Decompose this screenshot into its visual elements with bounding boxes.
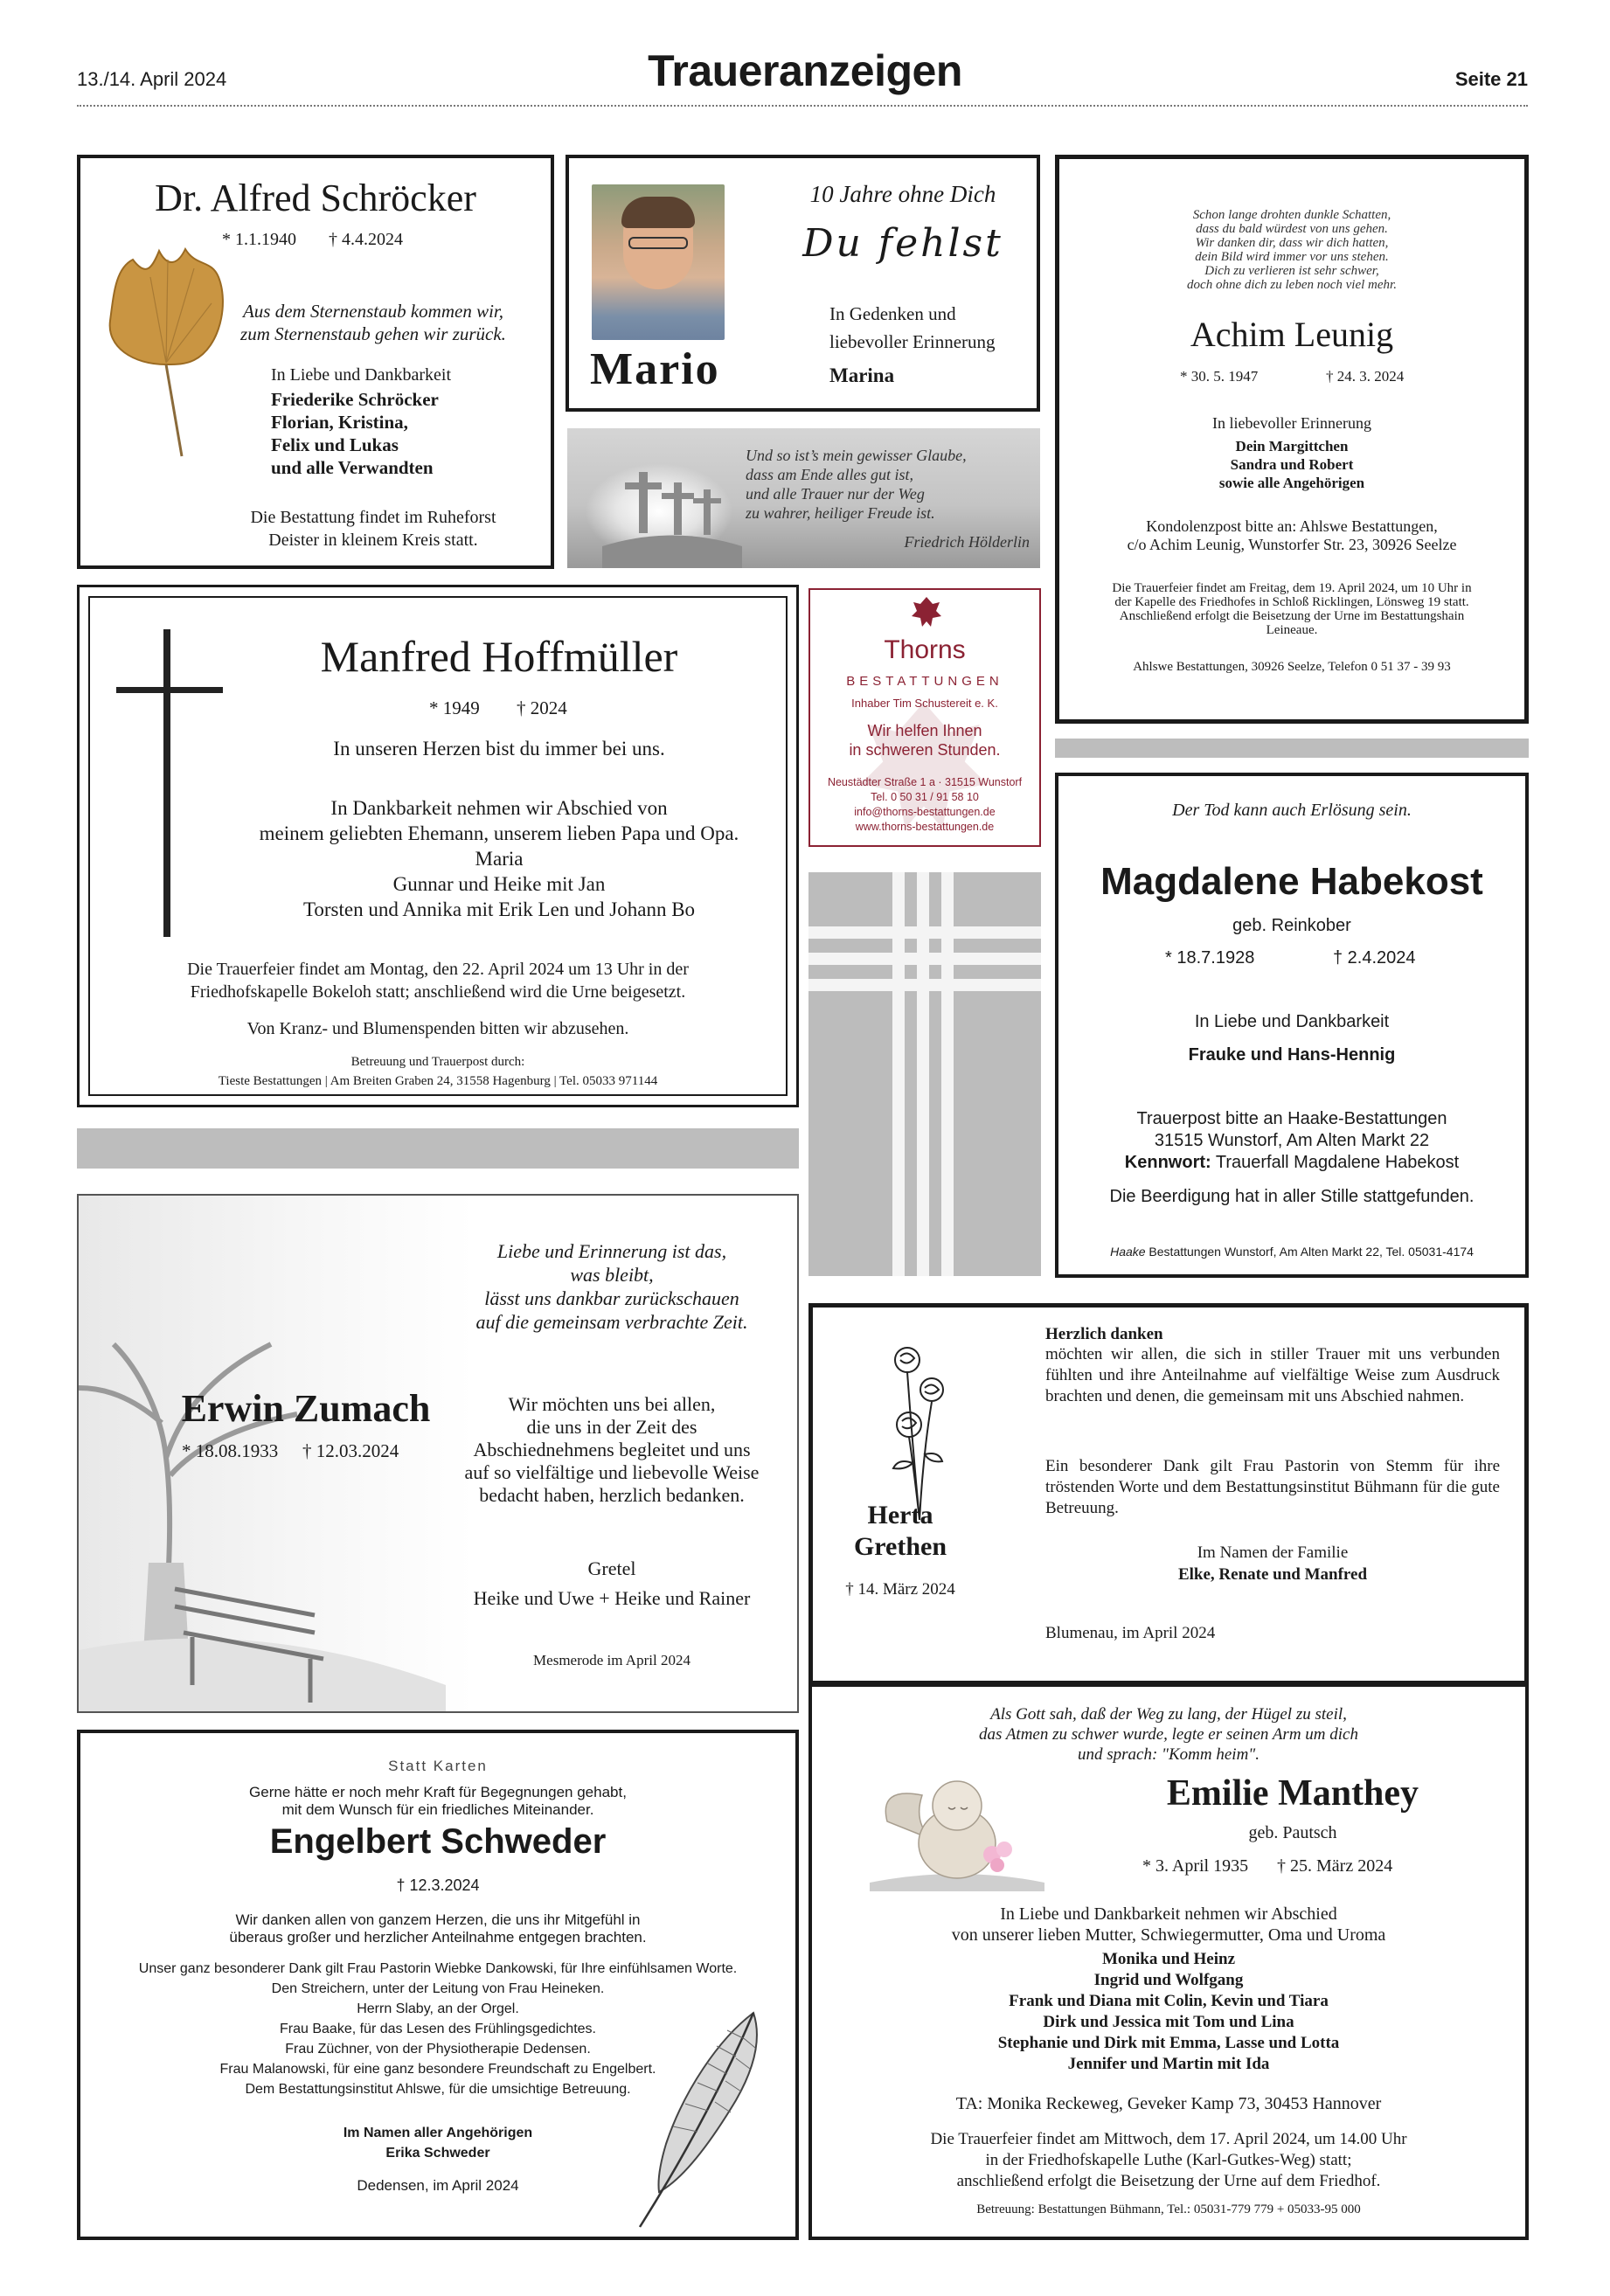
quote-line: Aus dem Sternenstaub kommen wir, xyxy=(242,301,504,322)
quote-line: lässt uns dankbar zurückschauen xyxy=(484,1287,739,1309)
quote: Der Tod kann auch Erlösung sein. xyxy=(1172,801,1412,820)
header-note: Statt Karten xyxy=(388,1758,488,1774)
body-text xyxy=(211,795,788,922)
service-line: Die Trauerfeier findet am Montag, den 22. April 2024 um 13 Uhr in der xyxy=(187,960,689,979)
ad-grethen xyxy=(808,1303,1529,1685)
intro-text: In Liebe und Dankbarkeit xyxy=(271,365,452,385)
body-line: Gunnar und Heike mit Jan xyxy=(392,873,606,895)
family-line: Felix und Lukas xyxy=(271,434,399,455)
kennwort-line xyxy=(1058,1152,1525,1174)
quote-line: das Atmen zu schwer wurde, legte er seinen Arm um dich xyxy=(979,1725,1358,1744)
condolence-line: Kondolenzpost bitte an: Ahlswe Bestattungen, xyxy=(1146,517,1438,535)
body-line: Frau Malanowski, für eine ganz besondere Freundschaft zu Engelbert. xyxy=(219,2062,656,2077)
ad-habekost xyxy=(1055,773,1529,1278)
flowers-note: Von Kranz- und Blumenspenden bitten wir abzusehen. xyxy=(246,1019,629,1038)
thanks-line: Wir möchten uns bei allen, xyxy=(508,1393,716,1415)
motto: In unseren Herzen bist du immer bei uns. xyxy=(333,738,665,760)
undertaker-footer: Betreuung: Bestattungen Bühmann, Tel.: 05031-779 779 + 05033-95 000 xyxy=(976,2202,1361,2216)
birth-date: * 3. April 1935 xyxy=(1142,1856,1249,1876)
family-line: Dein Margittchen xyxy=(1235,438,1349,454)
family-line: Florian, Kristina, xyxy=(271,412,408,433)
service-text xyxy=(812,2129,1525,2192)
family-list xyxy=(812,1949,1525,2075)
body-line: meinem geliebten Ehemann, unserem lieben Papa und Opa. xyxy=(259,822,739,844)
post-text xyxy=(1058,1108,1525,1174)
post-line: 31515 Wunstorf, Am Alten Markt 22 xyxy=(1154,1131,1430,1150)
kennwort-value: Trauerfall Magdalene Habekost xyxy=(1211,1153,1460,1172)
deceased-name: Dr. Alfred Schröcker xyxy=(155,177,476,219)
body-line: Maria xyxy=(475,848,524,870)
quote xyxy=(746,446,967,523)
footer-brand: Haake xyxy=(1110,1245,1146,1259)
family-list xyxy=(1059,437,1524,492)
slogan-line: in schweren Stunden. xyxy=(849,741,1001,759)
intro-line: In Liebe und Dankbarkeit nehmen wir Abschied xyxy=(1000,1904,1337,1924)
feather-icon xyxy=(622,2004,780,2231)
condolence-line: c/o Achim Leunig, Wunstorfer Str. 23, 30926 Seelze xyxy=(1127,536,1457,553)
service-text xyxy=(97,958,779,1003)
contact-line: Neustädter Straße 1 a · 31515 Wunstorf xyxy=(827,776,1023,788)
intro-line: von unserer lieben Mutter, Schwiegermutter, Oma und Uroma xyxy=(951,1925,1386,1945)
cross-stripe xyxy=(808,953,1041,965)
family xyxy=(446,1554,778,1613)
signature-names: Elke, Renate und Manfred xyxy=(1177,1565,1368,1584)
thanks-line: bedacht haben, herzlich bedanken. xyxy=(479,1484,745,1506)
cross-stripe xyxy=(808,979,1041,991)
angel-figure-icon xyxy=(870,1760,1044,1891)
glasses-shape xyxy=(628,237,688,249)
service-line: Die Trauerfeier findet am Mittwoch, dem 17. April 2024, um 14.00 Uhr xyxy=(930,2130,1407,2148)
footer-text: Bestattungen Wunstorf, Am Alten Markt 22, Tel. 05031-4174 xyxy=(1145,1245,1474,1259)
place-date: Blumenau, im April 2024 xyxy=(1045,1624,1216,1642)
quote-line: was bleibt, xyxy=(570,1264,654,1286)
thanks-line: Wir danken allen von ganzem Herzen, die uns ihr Mitgefühl in xyxy=(235,1911,641,1928)
birth-date: * 1.1.1940 xyxy=(222,230,296,249)
signature-line: Im Namen aller Angehörigen xyxy=(343,2126,533,2140)
rose-drawing-icon xyxy=(874,1341,961,1524)
death-date: † 25. März 2024 xyxy=(1277,1856,1393,1876)
post-line: Trauerpost bitte an Haake-Bestattungen xyxy=(1136,1109,1447,1128)
poem-line: doch ohne dich zu leben noch viel mehr. xyxy=(1187,278,1397,292)
quote-line: Und so ist’s mein gewisser Glaube, xyxy=(746,447,967,464)
condolence-text xyxy=(1059,517,1524,554)
ginkgo-leaf-icon xyxy=(98,242,238,461)
woven-cross-graphic xyxy=(808,872,1041,1276)
death-date: † 12.3.2024 xyxy=(396,1876,480,1894)
slogan-line: Wir helfen Ihnen xyxy=(867,722,982,739)
intro-text xyxy=(80,1784,795,1819)
ta-address: TA: Monika Reckeweg, Geveker Kamp 73, 30453 Hannover xyxy=(955,2094,1382,2113)
intro-line: Gerne hätte er noch mehr Kraft für Begegnungen gehabt, xyxy=(249,1784,627,1800)
years-text: 10 Jahre ohne Dich xyxy=(809,181,996,207)
poem-line: Dich zu verlieren ist sehr schwer, xyxy=(1204,264,1379,278)
poem-line: dass du bald würdest von uns gehen. xyxy=(1196,222,1388,236)
thanks-text: möchten wir allen, die sich in stiller Trauer mit uns verbunden fühlten und ihre Anteilnahme auf vielfältige Weise zum Ausdruck brachten und denen, die gemeinsam mit uns Abschied nahmen. xyxy=(1045,1345,1500,1405)
ad-schweder xyxy=(77,1730,799,2240)
kennwort-label: Kennwort: xyxy=(1124,1153,1211,1172)
signed-by: Marina xyxy=(829,364,895,386)
ad-mario xyxy=(566,155,1040,412)
body-line: Torsten und Annika mit Erik Len und Johann Bo xyxy=(302,898,696,920)
body-line: Frau Baake, für das Lesen des Frühlingsgedichtes. xyxy=(280,2022,596,2036)
thanks-text xyxy=(80,1911,795,1946)
service-line: der Kapelle des Friedhofes in Schloß Ricklingen, Lönsweg 19 statt. xyxy=(1114,595,1469,609)
body-line: In Dankbarkeit nehmen wir Abschied von xyxy=(330,797,668,819)
header-date: 13./14. April 2024 xyxy=(77,68,227,90)
thanks-text xyxy=(446,1393,778,1507)
name-line: Herta xyxy=(867,1501,933,1530)
portrait-photo xyxy=(592,184,725,340)
thanks-text-2: Ein besonderer Dank gilt Frau Pastorin von Stemm für ihre tröstenden Worte und dem Bestattungsinstitut Bühmann für die gute Betreuung. xyxy=(1045,1457,1500,1517)
family-line: Sandra und Robert xyxy=(1230,456,1354,473)
care-address: Tieste Bestattungen | Am Breiten Graben 24, 31558 Hagenburg | Tel. 05033 971144 xyxy=(218,1074,658,1088)
hair-shape xyxy=(621,197,695,228)
burial-note xyxy=(203,506,544,551)
death-date: † 2024 xyxy=(517,697,567,718)
cross-stripe xyxy=(808,926,1041,939)
family-line: Ingrid und Wolfgang xyxy=(1093,1971,1244,1989)
family-line: Friederike Schröcker xyxy=(271,389,439,410)
thanks-line: die uns in der Zeit des xyxy=(526,1416,697,1438)
family-list xyxy=(271,388,439,479)
death-date: † 12.03.2024 xyxy=(302,1440,399,1461)
page-title: Traueranzeigen xyxy=(648,46,962,95)
death-date: † 4.4.2024 xyxy=(329,230,403,249)
memorial-line: In Gedenken und xyxy=(829,303,956,324)
service-line: Leineaue. xyxy=(1266,623,1318,637)
family: Frauke und Hans-Hennig xyxy=(1188,1045,1396,1065)
deceased-name: Emilie Manthey xyxy=(1166,1773,1419,1814)
deceased-name: Erwin Zumach xyxy=(181,1387,431,1430)
deceased-name: Magdalene Habekost xyxy=(1100,860,1483,903)
deceased-name: Achim Leunig xyxy=(1190,315,1394,354)
quote-line: Liebe und Erinnerung ist das, xyxy=(496,1240,727,1262)
birth-date: * 1949 xyxy=(429,697,480,718)
family-line: Dirk und Jessica mit Tom und Lina xyxy=(1043,2013,1294,2031)
poem-line: Wir danken dir, dass wir dich hatten, xyxy=(1195,236,1389,250)
poem xyxy=(1059,208,1524,292)
death-date: † 24. 3. 2024 xyxy=(1326,368,1405,385)
birth-name: geb. Reinkober xyxy=(1232,916,1351,935)
ad-thorns xyxy=(808,588,1041,847)
quote-line: Als Gott sah, daß der Weg zu lang, der Hügel zu steil, xyxy=(990,1705,1347,1724)
contact-line: www.thorns-bestattungen.de xyxy=(855,821,995,833)
deceased-name: Manfred Hoffmüller xyxy=(320,632,678,681)
spacer-bar xyxy=(1055,739,1529,758)
name-line: Grethen xyxy=(853,1532,947,1561)
memorial-text xyxy=(829,300,996,356)
care-label: Betreuung und Trauerpost durch: xyxy=(350,1055,525,1069)
birth-date: * 18.7.1928 xyxy=(1165,948,1255,968)
service-line: Friedhofskapelle Bokeloh statt; anschließend wird die Urne beigesetzt. xyxy=(190,982,686,1002)
intro-text: In liebevoller Erinnerung xyxy=(1212,414,1371,432)
quote xyxy=(203,300,544,345)
service-line: Die Trauerfeier findet am Freitag, dem 19. April 2024, um 10 Uhr in xyxy=(1112,581,1472,595)
cross-icon xyxy=(163,629,170,937)
birth-date: * 30. 5. 1947 xyxy=(1180,368,1259,385)
signature-intro: Im Namen der Familie xyxy=(1197,1543,1349,1562)
thanks-line: auf so vielfältige und liebevolle Weise xyxy=(464,1461,760,1483)
body-line: Frau Züchner, von der Physiotherapie Dedensen. xyxy=(285,2042,591,2057)
slogan xyxy=(810,721,1039,760)
poem-line: Schon lange drohten dunkle Schatten, xyxy=(1192,208,1391,222)
quote-line: zum Sternenstaub gehen wir zurück. xyxy=(240,323,506,344)
quote-line: dass am Ende alles gut ist, xyxy=(746,466,913,483)
family-line: Frank und Diana mit Colin, Kevin und Tiara xyxy=(1009,1992,1329,2010)
quote-line: und alle Trauer nur der Weg xyxy=(746,485,925,503)
contact-line: info@thorns-bestattungen.de xyxy=(854,806,996,818)
death-date: † 2.4.2024 xyxy=(1333,948,1416,968)
company-name: Thorns xyxy=(884,635,966,664)
service-text xyxy=(1059,581,1524,637)
thanks-line: überaus großer und herzlicher Anteilnahme entgegen brachten. xyxy=(229,1929,647,1946)
company-sub: BESTATTUNGEN xyxy=(846,674,1003,689)
quote xyxy=(812,1704,1525,1765)
intro-text xyxy=(812,1904,1525,1946)
ad-leunig xyxy=(1055,155,1529,724)
service-line: Anschließend erfolgt die Beisetzung der Urne im Bestattungshain xyxy=(1119,609,1465,623)
deceased-name: Mario xyxy=(590,344,720,394)
body-line: Herrn Slaby, an der Orgel. xyxy=(357,2001,519,2016)
quote-author: Friedrich Hölderlin xyxy=(904,533,1030,551)
death-date: † 14. März 2024 xyxy=(845,1580,955,1599)
family-line: Monika und Heinz xyxy=(1101,1950,1236,1968)
burial-note: Die Beerdigung hat in aller Stille stattgefunden. xyxy=(1109,1187,1475,1206)
quote-line: und sprach: "Komm heim". xyxy=(1077,1745,1260,1764)
header-rule xyxy=(77,105,1528,107)
body-line: Unser ganz besonderer Dank gilt Frau Pastorin Wiebke Dankowski, für Ihre einfühlsamen Worte. xyxy=(138,1961,738,1976)
ad-manthey xyxy=(808,1683,1529,2240)
family-line: Heike und Uwe + Heike und Rainer xyxy=(473,1587,751,1609)
memorial-line: liebevoller Erinnerung xyxy=(829,331,996,352)
undertaker-footer: Ahlswe Bestattungen, 30926 Seelze, Telefon 0 51 37 - 39 93 xyxy=(1133,660,1451,674)
note-line: Die Bestattung findet im Ruheforst xyxy=(250,508,496,527)
ad-zumach xyxy=(77,1194,799,1713)
service-line: anschließend erfolgt die Beisetzung der Urne auf dem Friedhof. xyxy=(956,2172,1381,2190)
intro-text: In Liebe und Dankbarkeit xyxy=(1194,1012,1390,1031)
undertaker-footer xyxy=(1058,1245,1525,1259)
place-date: Mesmerode im April 2024 xyxy=(533,1652,690,1668)
contact xyxy=(810,775,1039,835)
cross-bar-icon xyxy=(116,687,223,693)
body-line: Dem Bestattungsinstitut Ahlswe, für die umsichtige Betreuung. xyxy=(245,2082,631,2097)
leaf-logo-icon xyxy=(912,595,941,630)
birth-name: geb. Pautsch xyxy=(1248,1823,1337,1842)
ad-hoelderlin xyxy=(567,428,1040,568)
family-line: Stephanie und Dirk mit Emma, Lasse und Lotta xyxy=(997,2034,1340,2052)
service-line: in der Friedhofskapelle Luthe (Karl-Gutkes-Weg) statt; xyxy=(985,2151,1352,2169)
thanks-line: Abschiednehmens begleitet und uns xyxy=(473,1439,751,1460)
family-line: Jennifer und Martin mit Ida xyxy=(1067,2055,1270,2073)
family-line: sowie alle Angehörigen xyxy=(1218,475,1365,491)
intro-line: mit dem Wunsch für ein friedliches Miteinander. xyxy=(281,1801,594,1818)
deceased-name: Engelbert Schweder xyxy=(269,1822,607,1861)
quote xyxy=(463,1239,760,1334)
thanks-title: Herzlich danken xyxy=(1045,1325,1163,1343)
contact-line: Tel. 0 50 31 / 91 58 10 xyxy=(871,791,979,803)
three-crosses-icon xyxy=(602,463,742,568)
family-line: und alle Verwandten xyxy=(271,457,434,478)
birth-date: * 18.08.1933 xyxy=(182,1440,279,1461)
family-line: Gretel xyxy=(587,1557,636,1579)
body-line: Den Streichern, unter der Leitung von Frau Heineken. xyxy=(271,1981,605,1996)
deceased-name xyxy=(830,1500,970,1563)
script-text: Du fehlst xyxy=(802,221,1003,266)
owner: Inhaber Tim Schustereit e. K. xyxy=(851,697,998,710)
ad-schroecker xyxy=(77,155,554,569)
note-line: Deister in kleinem Kreis statt. xyxy=(268,531,478,550)
ad-hoffmueller xyxy=(77,585,799,1107)
spacer-bar xyxy=(77,1128,799,1169)
quote-line: zu wahrer, heiliger Freude ist. xyxy=(746,504,935,522)
place-date: Dedensen, im April 2024 xyxy=(357,2177,519,2194)
page-number: Seite 21 xyxy=(1454,68,1528,90)
quote-line: auf die gemeinsam verbrachte Zeit. xyxy=(475,1311,748,1333)
signature-line: Erika Schweder xyxy=(385,2146,490,2161)
poem-line: dein Bild wird immer vor uns stehen. xyxy=(1195,250,1389,264)
